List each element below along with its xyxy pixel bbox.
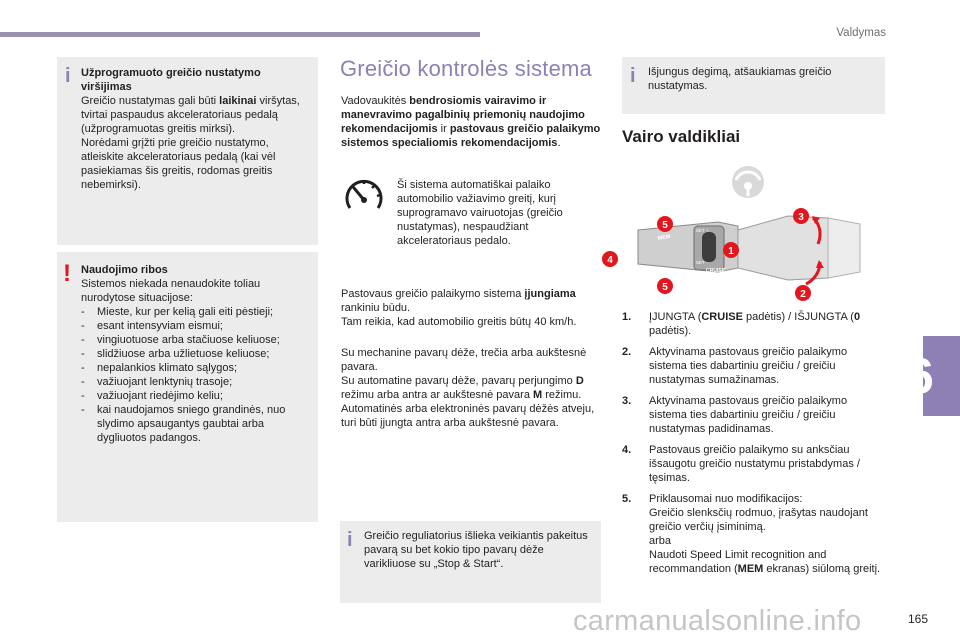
list-item: 4. Pastovaus greičio palaikymo su anksčiau išsaugotu greičio nustatymu pristabdymas / tęsimas. (622, 444, 860, 484)
system-description: Ši sistema automatiškai palaiko automobilio važiavimo greitį, kurį suprogramavo vairuotojas (greičio nustatymas), nespaudžiant akceleratoriaus pedalo. (397, 179, 563, 247)
list-item: - nepalankios klimato sąlygos; (81, 361, 312, 375)
svg-text:1: 1 (728, 246, 734, 257)
info-box-stop-start (340, 521, 601, 603)
info-box-speed-exceeded (57, 57, 318, 245)
info-box-title: Užprogramuoto greičio nustatymo viršijimas (81, 67, 261, 93)
list-item: 5. Priklausomai nuo modifikacijos: Greičio slenksčių rodmuo, įrašytas naudojant greičio verčių įsiminimą. arba Naudoti Speed Limit recognition and recommandation (MEM ekranas) siūlomą greitį. (622, 493, 881, 575)
page-title: Greičio kontrolės sistema (340, 56, 592, 81)
watermark: carmanualsonline.info (573, 605, 862, 637)
callout-5-top (657, 216, 673, 232)
info-box-text: Greičio reguliatorius išlieka veikiantis pakeitus pavarą su bet kokio tipo pavarų dėže varikliuose su „Stop & Start“. (364, 530, 588, 570)
intro-paragraph: Vadovaukitės bendrosiomis vairavimo ir manevravimo pagalbinių priemonių naudojimo rekomendacijomis ir pastovaus greičio palaikymo sistemos specialiomis rekomendacijomis. (341, 95, 601, 149)
svg-text:5: 5 (662, 282, 668, 293)
gear-paragraph: Su mechanine pavarų dėže, trečia arba aukštesnė pavara. Su automatine pavarų dėže, pavarų perjungimo D režimu arba antra ar aukštesnė pavara M režimu. Automatinės arba elektroninės pavarų dėžės atveju, turi būti įjungta antra arba aukštesnė pavara. (341, 347, 595, 429)
info-icon: i (630, 65, 636, 87)
list-item: - kai naudojamos sniego grandinės, nuo slydimo apsaugantys gaubtai arba dygliuotos padangos. (81, 403, 312, 445)
svg-text:5: 5 (662, 220, 668, 231)
svg-text:3: 3 (798, 212, 804, 223)
callout-4 (602, 251, 618, 267)
cruise-control-stalk-diagram (598, 160, 898, 310)
callout-5-bottom (657, 278, 673, 294)
info-icon: i (347, 529, 353, 551)
warning-list (81, 305, 312, 445)
list-item: 1. ĮJUNGTA (CRUISE padėtis) / IŠJUNGTA (0 padėtis). (622, 311, 861, 337)
info-box-paragraph: Greičio nustatymas gali būti laikinai viršytas, tvirtai paspaudus akceleratoriaus pedalą (užprogramuotas greitis mirksi). (81, 95, 300, 135)
list-item: - slidžiuose arba užlietuose keliuose; (81, 347, 312, 361)
controls-heading: Vairo valdikliai (622, 127, 741, 146)
list-item: 2. Aktyvinama pastovaus greičio palaikymo sistema ties dabartiniu greičiu / greičiu nustatymas sumažinamas. (622, 346, 848, 386)
chapter-number: 6 (906, 348, 934, 404)
list-item: - esant intensyviam eismui; (81, 319, 312, 333)
warning-icon: ! (63, 260, 71, 287)
svg-text:4: 4 (607, 255, 613, 266)
list-item: - važiuojant lenktynių trasoje; (81, 375, 312, 389)
controls-list (622, 310, 884, 583)
list-item: - Mieste, kur per kelią gali eiti pėstieji; (81, 305, 312, 319)
info-box-text: Išjungus degimą, atšaukiamas greičio nustatymas. (648, 66, 832, 92)
list-item: - važiuojant riedėjimo keliu; (81, 389, 312, 403)
header-bar (0, 32, 480, 37)
callout-1 (723, 242, 739, 258)
callout-2 (795, 285, 811, 301)
list-item: 3. Aktyvinama pastovaus greičio palaikymo sistema ties dabartiniu greičiu / greičiu nustatymas padidinamas. (622, 395, 848, 435)
warning-box-intro: Sistemos niekada nenaudokite toliau nurodytose situacijose: (81, 278, 261, 304)
info-icon: i (65, 65, 71, 87)
info-box-ignition (622, 57, 885, 114)
set-minus-label: SET - (696, 260, 708, 265)
activation-paragraph: Pastovaus greičio palaikymo sistema įjungiama rankiniu būdu. Tam reikia, kad automobilio greitis būtų 40 km/h. (341, 288, 577, 328)
set-plus-label: SET + (696, 228, 709, 233)
info-box-paragraph: Norėdami grįžti prie greičio nustatymo, atleiskite akceleratoriaus pedalą (kai vėl pasiekiamas šis greitis, rodomas greitis nebemirksi). (81, 137, 276, 191)
svg-text:2: 2 (800, 289, 806, 300)
list-item: - vingiuotuose arba stačiuose keliuose; (81, 333, 312, 347)
mem-label: MEM (657, 233, 671, 242)
warning-box-title: Naudojimo ribos (81, 264, 168, 276)
warning-box-usage-limits (57, 252, 318, 522)
page-number: 165 (908, 612, 929, 626)
cruise-label: CRUISE (706, 268, 725, 274)
speedometer-icon (342, 178, 386, 218)
section-title: Valdymas (836, 27, 886, 39)
callout-3 (793, 208, 809, 224)
steering-wheel-icon (732, 166, 764, 198)
